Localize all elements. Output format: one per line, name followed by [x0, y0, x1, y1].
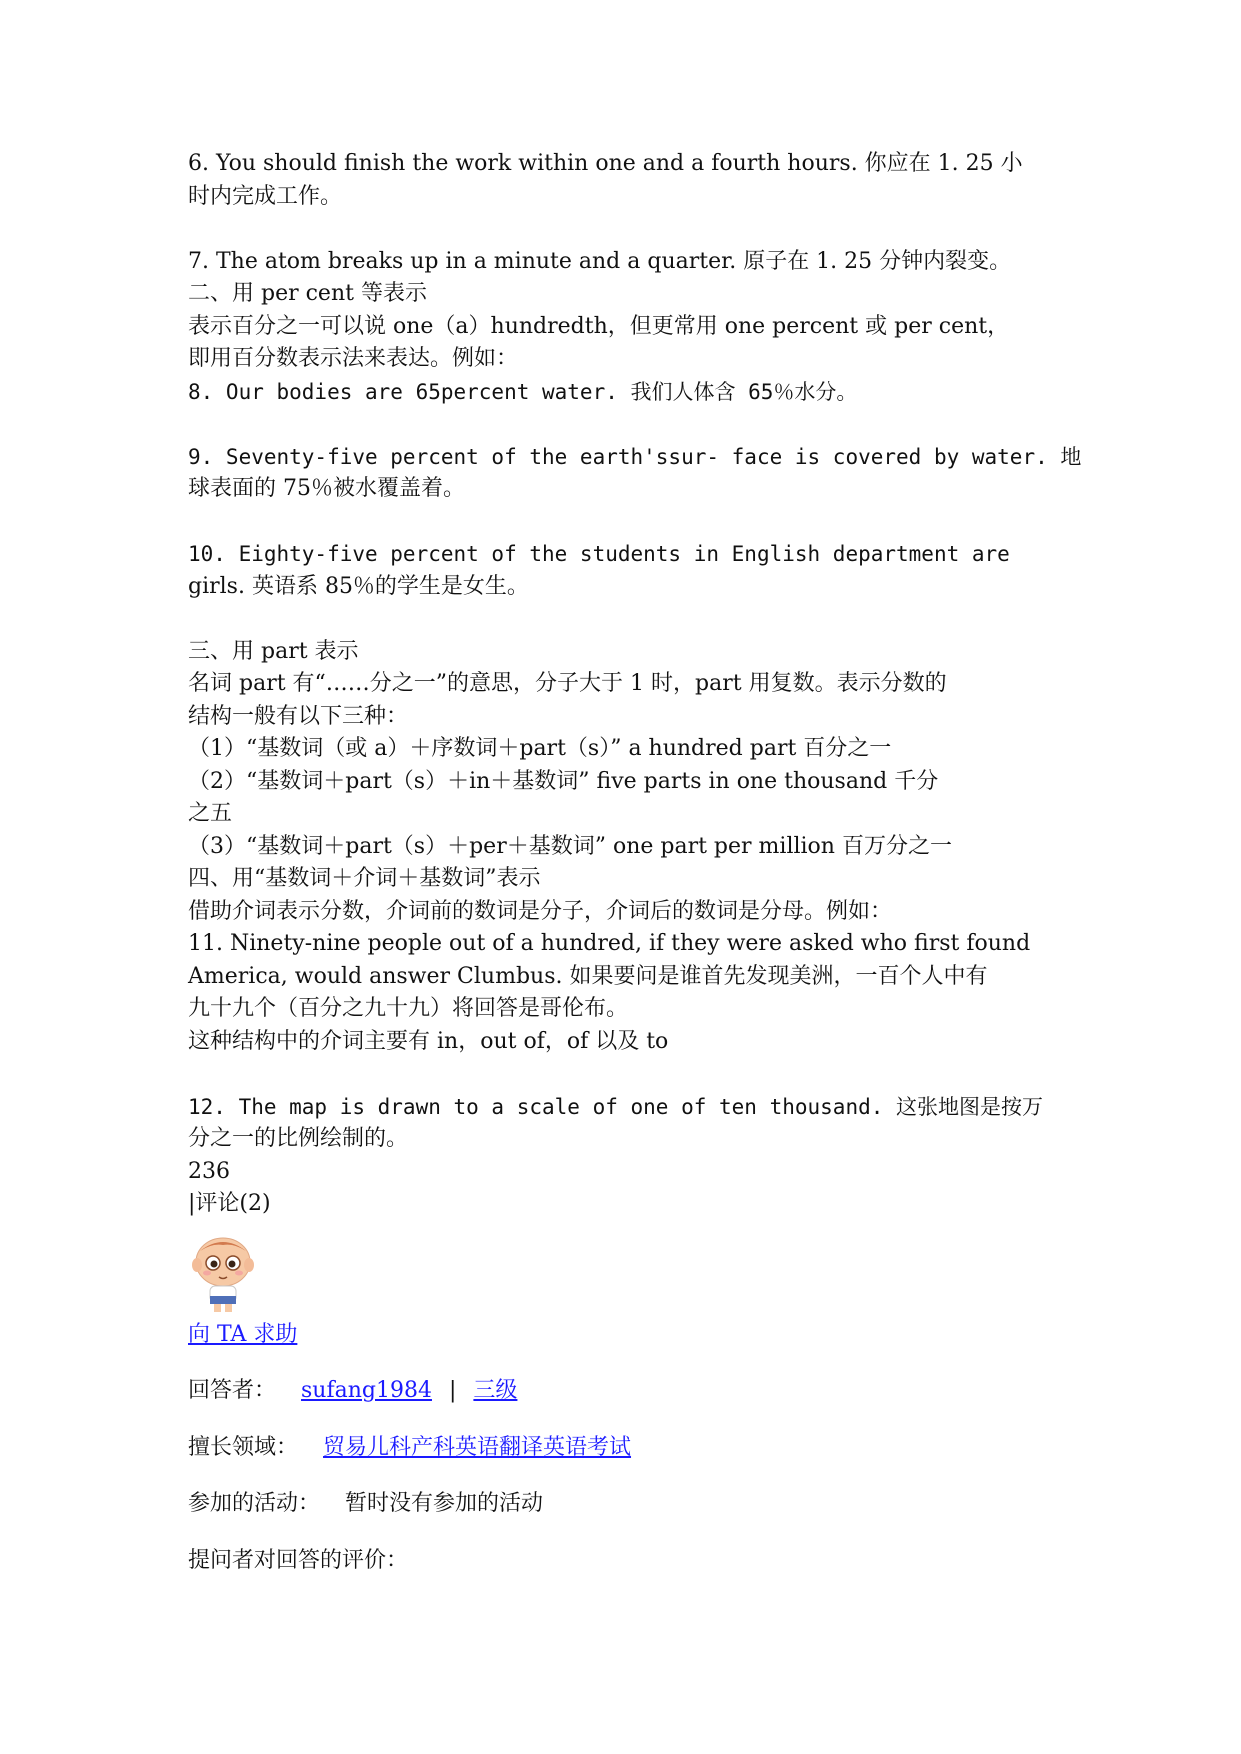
text-line: 分之一的比例绘制的。: [188, 1126, 409, 1151]
avatar: [188, 1235, 1148, 1315]
expertise-link[interactable]: 贸易儿科产科英语翻译英语考试: [323, 1434, 632, 1460]
section-heading: 四、用“基数词＋介词＋基数词”表示: [188, 866, 541, 891]
ask-for-help-link[interactable]: 向 TA 求助: [188, 1321, 298, 1347]
text-line: 球表面的 75％被水覆盖着。: [188, 476, 465, 501]
comments-link[interactable]: |评论(2): [188, 1191, 271, 1216]
text-line: 结构一般有以下三种：: [188, 703, 409, 729]
text-line: 7. The atom breaks up in a minute and a quarter. 原子在 1. 25 分钟内裂变。: [188, 248, 1012, 274]
text-line: 借助介词表示分数，介词前的数词是分子，介词后的数词是分母。例如：: [188, 898, 893, 924]
separator: |: [448, 1378, 457, 1403]
text-line: 这种结构中的介词主要有 in，out of，of 以及 to: [188, 1028, 669, 1054]
answerer-name-link[interactable]: sufang1984: [301, 1378, 432, 1403]
text-line: 9. Seventy-five percent of the earth'ssur- face is covered by water. 地: [188, 444, 1082, 469]
activity-value: 暂时没有参加的活动: [345, 1491, 544, 1516]
text-line: America, would answer Clumbus. 如果要问是谁首先发现美洲，一百个人中有: [188, 963, 988, 989]
answerer-label: 回答者：: [188, 1378, 277, 1403]
text-line: 表示百分之一可以说 one（a）hundredth，但更常用 one percent 或 per cent，: [188, 313, 1010, 339]
text-line: 九十九个（百分之九十九）将回答是哥伦布。: [188, 996, 629, 1021]
cartoon-boy-avatar-icon: [188, 1235, 258, 1315]
text-line: 8. Our bodies are 65percent water. 我们人体含 65％水分。: [188, 379, 858, 404]
expertise-label: 擅长领域：: [188, 1434, 299, 1460]
text-line: girls. 英语系 85％的学生是女生。: [188, 573, 529, 599]
text-line: 之五: [188, 801, 233, 826]
expertise-row: [188, 1432, 1148, 1465]
section-heading: 三、用 part 表示: [188, 638, 359, 664]
section-heading: 二、用 per cent 等表示: [188, 281, 427, 306]
rating-label: 提问者对回答的评价：: [188, 1547, 409, 1573]
text-line: 时内完成工作。: [188, 183, 343, 209]
text-line: （2）“基数词＋part（s）＋in＋基数词” five parts in one thousand 千分: [188, 768, 939, 794]
text-line: 12. The map is drawn to a scale of one of ten thousand. 这张地图是按万: [188, 1094, 1044, 1119]
text-line: 即用百分数表示法来表达。例如：: [188, 346, 519, 371]
text-line: （1）“基数词（或 a）＋序数词＋part（s）” a hundred part 百分之一: [188, 736, 892, 761]
text-line: 名词 part 有“……分之一”的意思，分子大于 1 时，part 用复数。表示分数的: [188, 671, 947, 696]
text-line: 11. Ninety-nine people out of a hundred, if they were asked who first found: [188, 931, 1031, 956]
rating-row: [188, 1545, 1148, 1578]
activity-label: 参加的活动：: [188, 1491, 321, 1516]
document-body: [188, 148, 1148, 1577]
text-line: 10. Eighty-five percent of the students in English department are: [188, 542, 1010, 566]
answerer-row: [188, 1375, 1148, 1408]
answerer-level-link[interactable]: 三级: [473, 1378, 518, 1403]
activity-row: [188, 1488, 1148, 1521]
page-number: 236: [188, 1158, 230, 1184]
text-line: （3）“基数词＋part（s）＋per＋基数词” one part per million 百万分之一: [188, 833, 952, 859]
text-line: 6. You should finish the work within one and a fourth hours. 你应在 1. 25 小: [188, 151, 1023, 176]
